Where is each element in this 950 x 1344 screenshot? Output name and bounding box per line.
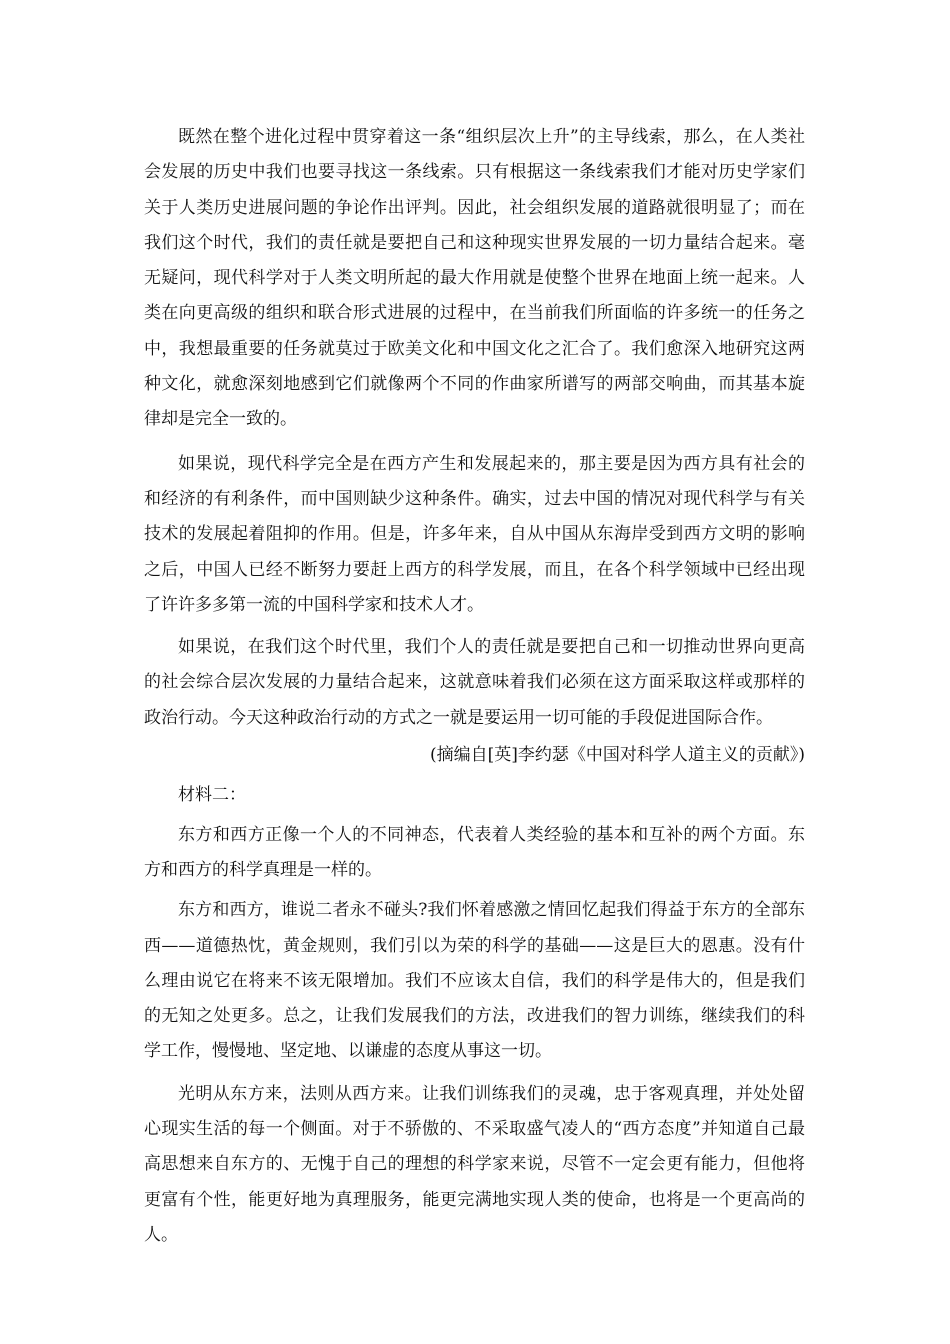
source-citation: (摘编自[英]李约瑟《中国对科学人道主义的贡献》): [429, 745, 805, 766]
material-one-paragraph-2: 如果说，现代科学完全是在西方产生和发展起来的，那主要是因为西方具有社会的和经济的有利条件，而中国则缺少这种条件。确实，过去中国的情况对现代科学与有关技术的发展起着阻抑的作用。但是，许多年来，自从中国从东海岸受到西方文明的影响之后，中国人已经不断努力要赶上西方的科学发展，而且，在各个科学领域中已经出现了许许多多第一流的中国科学家和技术人才。: [144, 453, 805, 615]
material-one-paragraph-1: 既然在整个进化过程中贯穿着这一条“组织层次上升”的主导线索，那么，在人类社会发展的历史中我们也要寻找这一条线索。只有根据这一条线索我们才能对历史学家们关于人类历史进展问题的争论作出评判。因此，社会组织发展的道路就很明显了；而在我们这个时代，我们的责任就是要把自己和这种现实世界发展的一切力量结合起来。毫无疑问，现代科学对于人类文明所起的最大作用就是使整个世界在地面上统一起来。人类在向更高级的组织和联合形式进展的过程中，在当前我们所面临的许多统一的任务之中，我想最重要的任务就莫过于欧美文化和中国文化之汇合了。我们愈深入地研究这两种文化，就愈深刻地感到它们就像两个不同的作曲家所谱写的两部交响曲，而其基本旋律却是完全一致的。: [144, 127, 805, 430]
material-one-paragraph-3: 如果说，在我们这个时代里，我们个人的责任就是要把自己和一切推动世界向更高的社会综合层次发展的力量结合起来，这就意味着我们必须在这方面采取这样或那样的政治行动。今天这种政治行动的方式之一就是要运用一切可能的手段促进国际合作。: [144, 637, 805, 728]
material-two-paragraph-2: 东方和西方，谁说二者永不碰头?我们怀着感激之情回忆起我们得益于东方的全部东西——道德热忱，黄金规则，我们引以为荣的科学的基础——这是巨大的恩惠。没有什么理由说它在将来不该无限增加。我们不应该太自信，我们的科学是伟大的，但是我们的无知之处更多。总之，让我们发展我们的方法，改进我们的智力训练，继续我们的科学工作，慢慢地、坚定地、以谦虚的态度从事这一切。: [144, 900, 805, 1062]
material-two-paragraph-3: 光明从东方来，法则从西方来。让我们训练我们的灵魂，忠于客观真理，并处处留心现实生活的每一个侧面。对于不骄傲的、不采取盛气凌人的“西方态度”并知道自己最高思想来自东方的、无愧于自己的理想的科学家来说，尽管不一定会更有能力，但他将更富有个性，能更好地为真理服务，能更完满地实现人类的使命，也将是一个更高尚的人。: [144, 1083, 805, 1245]
material-two-paragraph-1: 东方和西方正像一个人的不同神态，代表着人类经验的基本和互补的两个方面。东方和西方的科学真理是一样的。: [144, 824, 805, 880]
document-page: [144, 120, 805, 1253]
material-two-heading: 材料二：: [178, 785, 246, 806]
